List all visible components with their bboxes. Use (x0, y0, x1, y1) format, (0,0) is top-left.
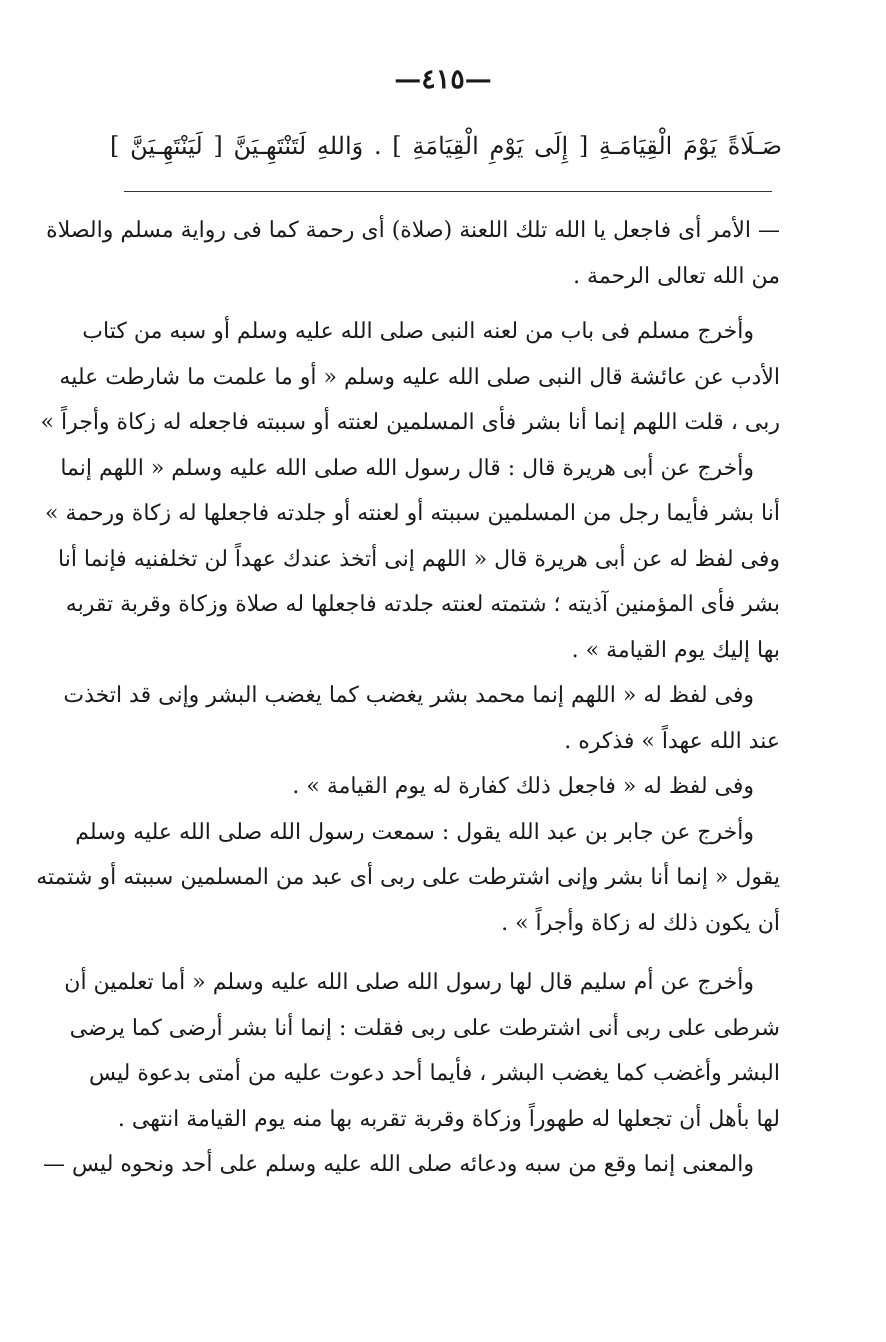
text-line: أن يكون ذلك له زكاة وأجراً » . (501, 910, 780, 936)
text-line: شرطى على ربى أنى اشترطت على ربى فقلت : إنما أنا بشر أرضى كما يرضى (69, 1015, 780, 1041)
text-line: لها بأهل أن تجعلها له طهوراً وزكاة وقربة تقربه بها منه يوم القيامة انتهى . (117, 1106, 780, 1132)
paragraph (46, 208, 780, 299)
text-line: وفى لفظ له « اللهم إنما محمد بشر يغضب كما يغضب البشر وإنى قد اتخذت (63, 683, 754, 708)
paragraph (43, 960, 780, 1188)
variant-readings-line: صَـلَاةً يَوْمَ الْقِيَامَـةِ [ إِلَى يَوْمِ الْقِيَامَةِ ] . وَاللهِ لَتَنْتَهِـيَنَّ [ لَيَنْتَهِـيَنَّ ] (110, 132, 782, 160)
text-line: أنا بشر فأيما رجل من المسلمين سببته أو لعنته أو جلدته فاجعلها له زكاة ورحمة » (44, 501, 780, 526)
text-line: وفى لفظ له عن أبى هريرة قال « اللهم إنى أتخذ عندك عهداً لن تخلفنيه فإنما أنا (58, 546, 780, 572)
separator-rule (124, 191, 772, 192)
paragraph (40, 309, 780, 446)
text-line: وأخرج عن أبى هريرة قال : قال رسول الله صلى الله عليه وسلم « اللهم إنما (60, 455, 754, 481)
text-line: من الله تعالى الرحمة . (573, 263, 780, 289)
text-line: — الأمر أى فاجعل يا الله تلك اللعنة (صلاة) أى رحمة كما فى رواية مسلم والصلاة (46, 218, 780, 243)
paragraph (63, 673, 780, 764)
paragraph (44, 446, 780, 674)
text-line: وأخرج عن جابر بن عبد الله يقول : سمعت رسول الله صلى الله عليه وسلم (75, 819, 754, 845)
page-number: —٤١٥— (394, 64, 492, 95)
text-line: يقول « إنما أنا بشر وإنى اشترطت على ربى أى عبد من المسلمين سببته أو شتمته (36, 865, 780, 890)
text-line: وأخرج مسلم فى باب من لعنه النبى صلى الله عليه وسلم أو سبه من كتاب (82, 319, 754, 344)
paragraph (36, 810, 780, 947)
paragraph (130, 764, 780, 810)
text-line: وأخرج عن أم سليم قال لها رسول الله صلى الله عليه وسلم « أما تعلمين أن (64, 970, 754, 995)
text-line: البشر وأغضب كما يغضب البشر ، فأيما أحد دعوت عليه من أمتى بدعوة ليس (88, 1061, 780, 1086)
text-line: بشر فأى المؤمنين آذيته ؛ شتمته لعنته جلدته فاجعلها له صلاة وزكاة وقربة تقربه (65, 592, 780, 617)
text-line: بها إليك يوم القيامة » . (571, 637, 780, 663)
text-line: عند الله عهداً » فذكره . (564, 728, 780, 754)
commentary-text (36, 208, 780, 1188)
text-line: والمعنى إنما وقع من سبه ودعائه صلى الله عليه وسلم على أحد ونحوه ليس — (43, 1152, 754, 1177)
text-line: الأدب عن عائشة قال النبى صلى الله عليه وسلم « أو ما علمت ما شارطت عليه (59, 364, 780, 390)
text-line: ربى ، قلت اللهم إنما أنا بشر فأى المسلمين لعنته أو سببته فاجعله له زكاة وأجراً » (40, 410, 780, 435)
text-line: وفى لفظ له « فاجعل ذلك كفارة له يوم القيامة » . (292, 774, 754, 799)
